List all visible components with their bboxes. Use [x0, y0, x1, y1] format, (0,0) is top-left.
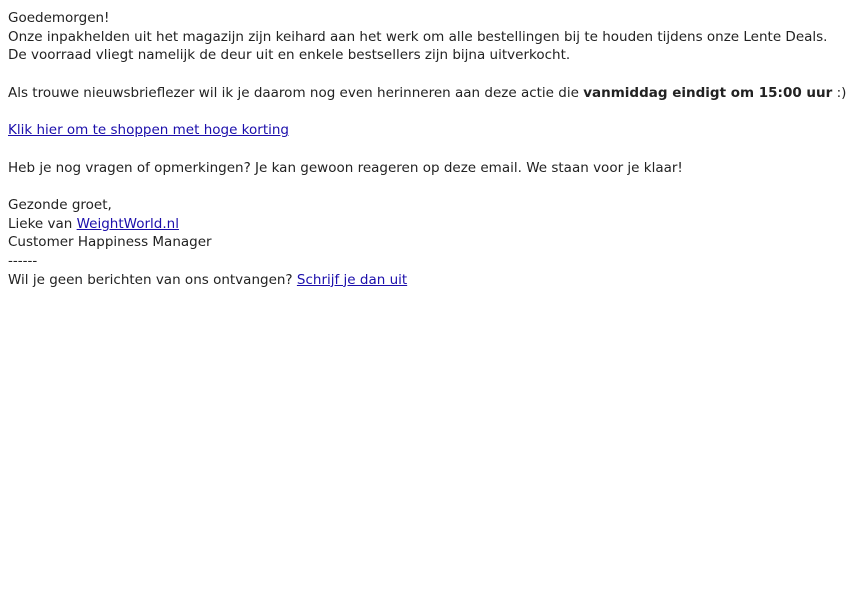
unsubscribe-link[interactable]: Schrijf je dan uit	[296, 271, 408, 288]
greeting: Goedemorgen!	[8, 10, 110, 26]
questions-text: Heb je nog vragen of opmerkingen? Je kan gewoon reageren op deze email. We staan voor je klaar!	[8, 159, 683, 176]
email-body	[8, 9, 846, 289]
reminder-deadline: vanmiddag eindigt om 15:00 uur	[583, 84, 833, 101]
reminder-text: Als trouwe nieuwsbrieflezer wil ik je daarom nog even herinneren aan deze actie die	[8, 84, 584, 101]
signature-name: Lieke van	[8, 215, 77, 232]
shop-link[interactable]: Klik hier om te shoppen met hoge korting	[8, 122, 289, 139]
signature-line	[8, 215, 798, 234]
unsubscribe-text: Wil je geen berichten van ons ontvangen?	[8, 271, 297, 288]
spacer	[8, 140, 798, 159]
intro-line-1: Onze inpakhelden uit het magazijn zijn keihard aan het werk om alle bestellingen bij te houden tijdens onze Lente Deals.	[8, 28, 828, 45]
signature-title: Customer Happiness Manager	[8, 234, 212, 251]
spacer	[8, 65, 798, 84]
intro-line-2: De voorraad vliegt namelijk de deur uit en enkele bestsellers zijn bijna uitverkocht.	[8, 47, 571, 64]
reminder-paragraph	[8, 84, 846, 103]
unsubscribe-line	[8, 271, 798, 290]
spacer	[8, 103, 798, 122]
divider: ------	[8, 253, 38, 270]
shop-link-line	[8, 121, 798, 140]
closing-text: Gezonde groet,	[8, 196, 112, 213]
spacer	[8, 177, 798, 196]
weightworld-link[interactable]: WeightWorld.nl	[76, 215, 179, 232]
reminder-smiley: :)	[832, 84, 846, 101]
